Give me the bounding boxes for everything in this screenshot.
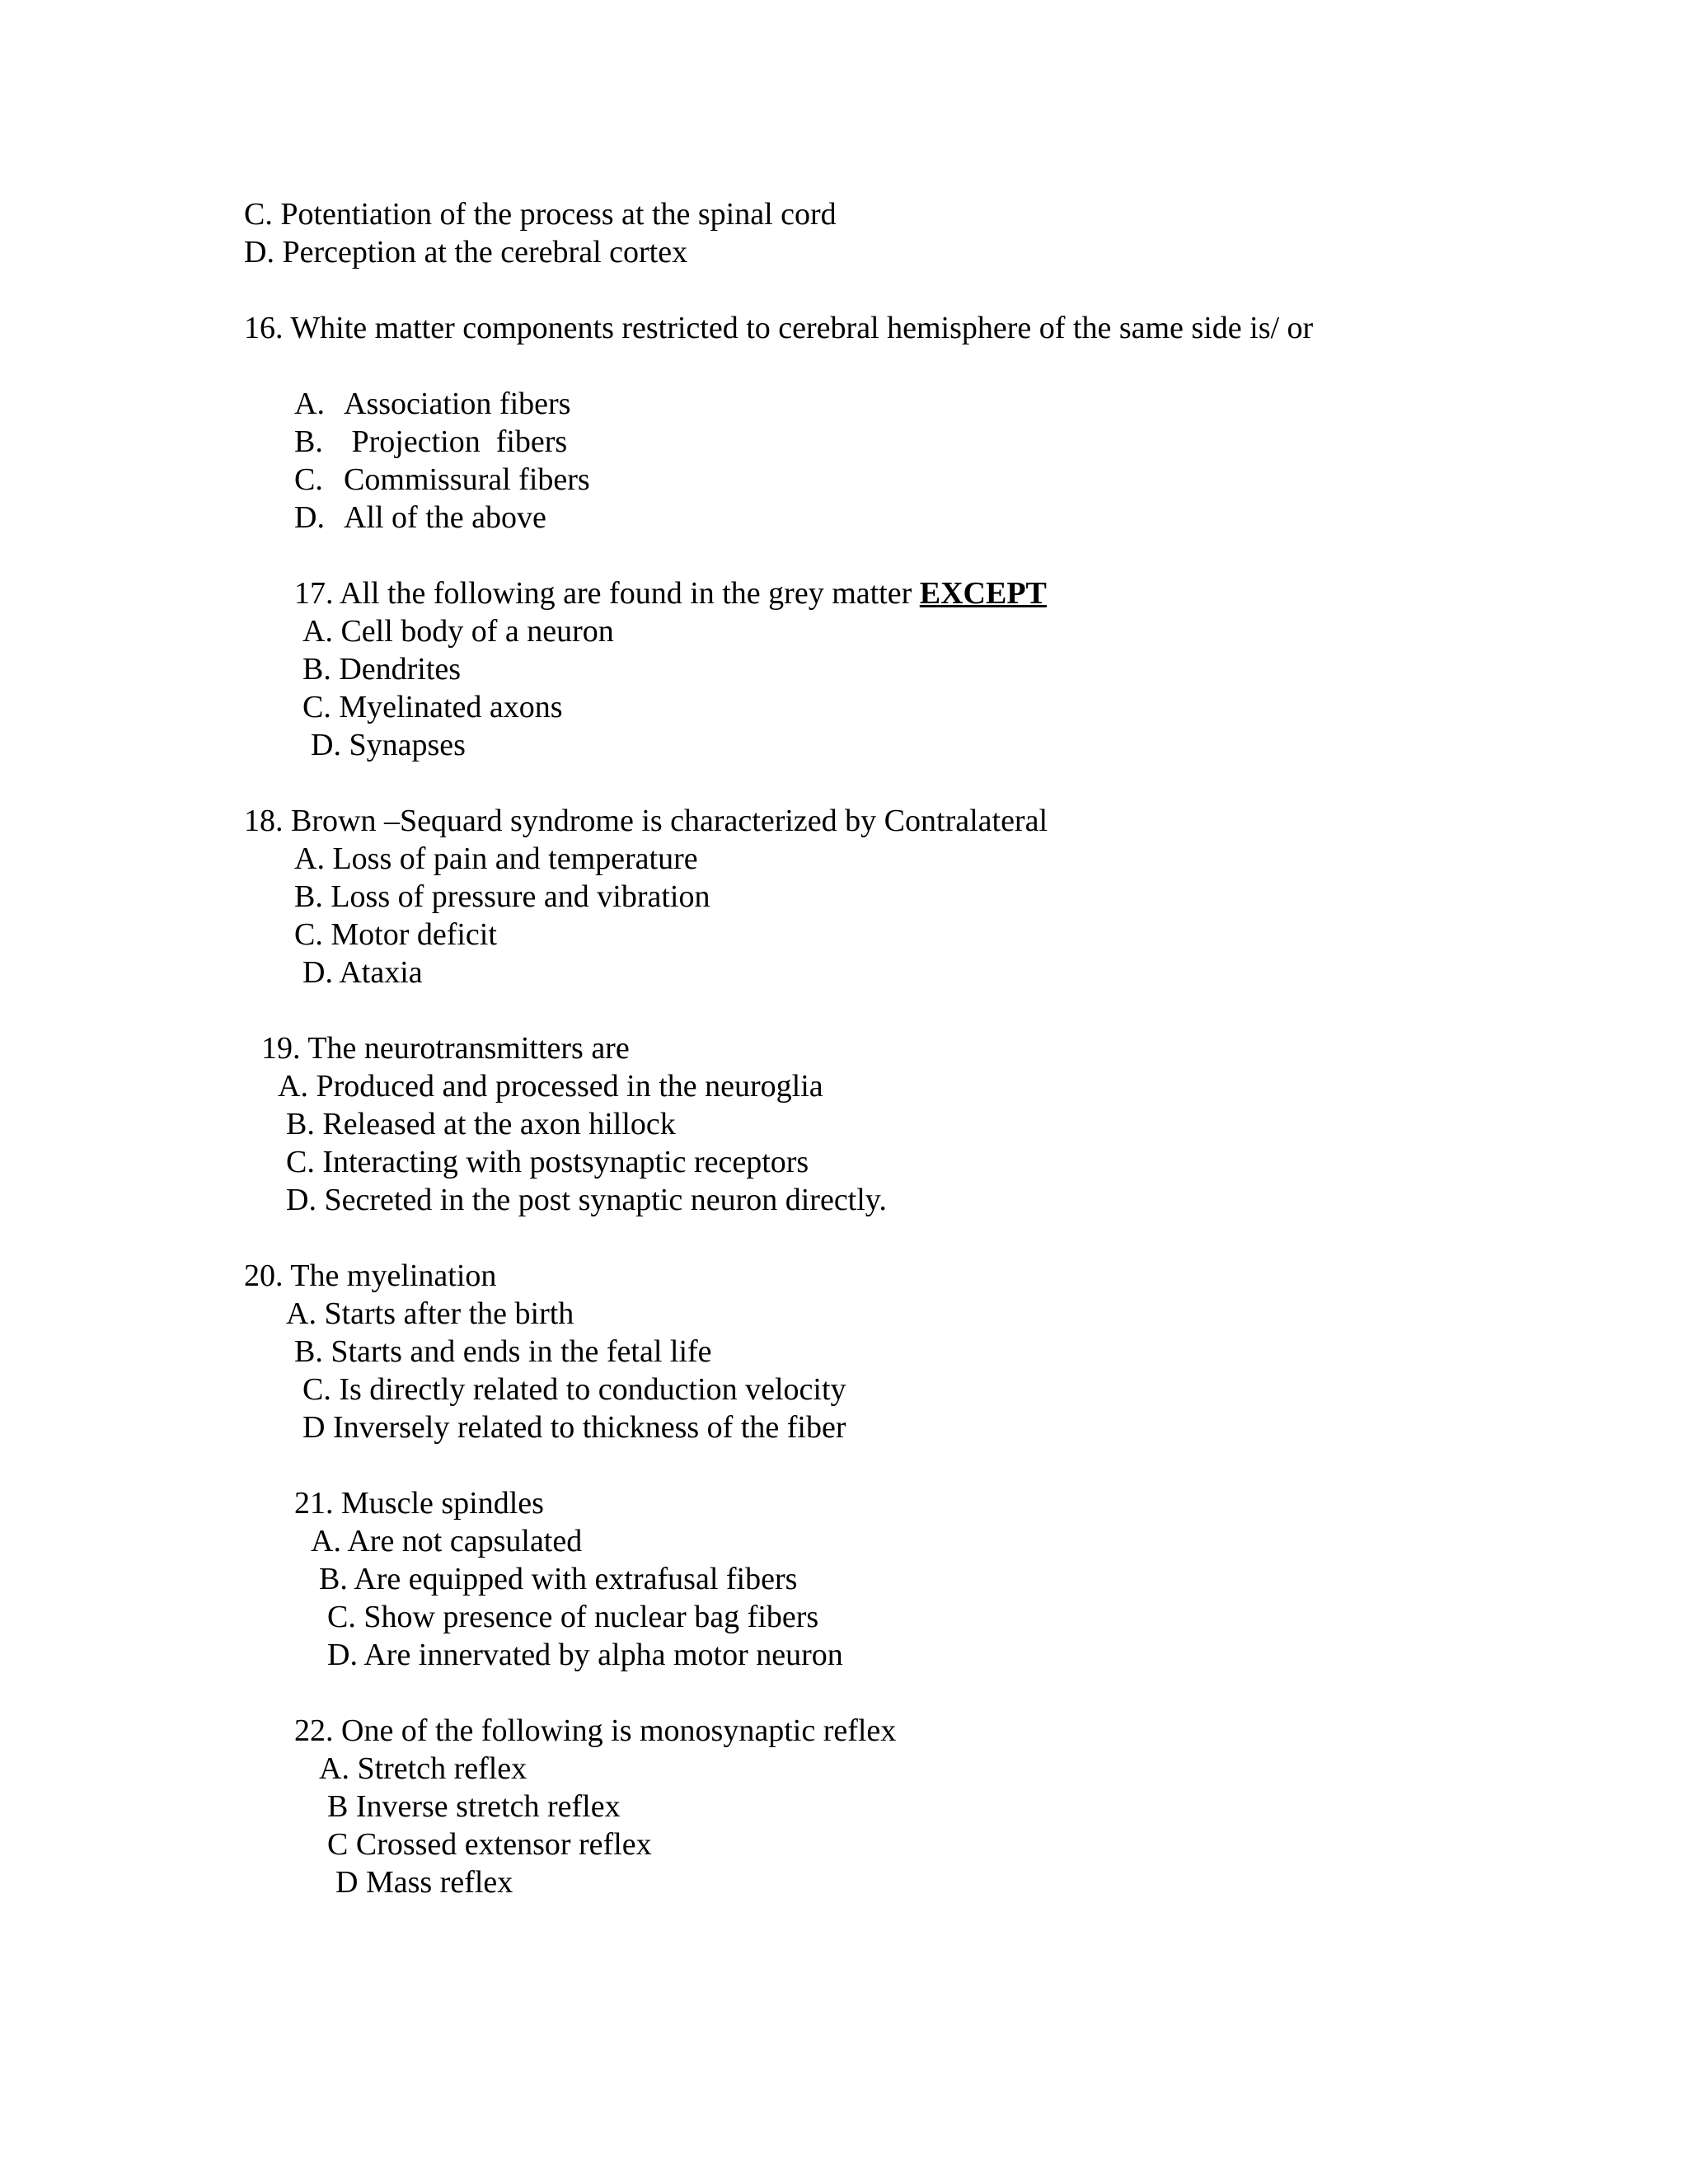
q19-option-d: D. Secreted in the post synaptic neuron directly. bbox=[286, 1183, 887, 1217]
q18-option-c: C. Motor deficit bbox=[294, 917, 497, 952]
q16-option-b-letter: B. bbox=[294, 424, 323, 459]
q17-except-emphasis: EXCEPT bbox=[919, 576, 1047, 611]
q16-option-c-text: Commissural fibers bbox=[344, 462, 590, 497]
q22-option-a: A. Stretch reflex bbox=[319, 1751, 528, 1786]
q17-stem-text: 17. All the following are found in the grey matter bbox=[294, 576, 920, 611]
q21-stem: 21. Muscle spindles bbox=[294, 1486, 544, 1521]
q20-option-c: C. Is directly related to conduction velocity bbox=[302, 1372, 846, 1407]
q16-stem: 16. White matter components restricted to cerebral hemisphere of the same side is/ or bbox=[244, 311, 1314, 345]
q21-option-b: B. Are equipped with extrafusal fibers bbox=[319, 1562, 798, 1596]
q20-option-a: A. Starts after the birth bbox=[286, 1296, 574, 1331]
q22-stem: 22. One of the following is monosynaptic reflex bbox=[294, 1713, 897, 1748]
q19-option-b: B. Released at the axon hillock bbox=[286, 1107, 676, 1141]
q16-option-d-letter: D. bbox=[294, 500, 325, 535]
q17-stem bbox=[294, 574, 1047, 612]
q19-option-a: A. Produced and processed in the neuroglia bbox=[278, 1069, 823, 1104]
q22-option-b: B Inverse stretch reflex bbox=[327, 1789, 621, 1824]
q16-option-d-text: All of the above bbox=[344, 500, 546, 535]
q17-option-d: D. Synapses bbox=[311, 728, 466, 762]
q16-option-a-text: Association fibers bbox=[344, 387, 571, 421]
q16-option-c-letter: C. bbox=[294, 462, 323, 497]
q20-stem: 20. The myelination bbox=[244, 1258, 497, 1293]
q17-option-a: A. Cell body of a neuron bbox=[302, 614, 614, 649]
q18-option-d: D. Ataxia bbox=[302, 955, 423, 990]
q17-option-c: C. Myelinated axons bbox=[302, 690, 563, 724]
q20-option-b: B. Starts and ends in the fetal life bbox=[294, 1334, 712, 1369]
q19-stem: 19. The neurotransmitters are bbox=[261, 1031, 630, 1066]
q22-option-c: C Crossed extensor reflex bbox=[327, 1827, 652, 1862]
q19-option-c: C. Interacting with postsynaptic receptors bbox=[286, 1145, 809, 1179]
q21-option-a: A. Are not capsulated bbox=[311, 1524, 583, 1558]
q22-option-d: D Mass reflex bbox=[335, 1865, 513, 1900]
q16-option-b-text: Projection fibers bbox=[344, 424, 568, 459]
q20-option-d: D Inversely related to thickness of the fiber bbox=[302, 1410, 846, 1445]
q21-option-c: C. Show presence of nuclear bag fibers bbox=[327, 1600, 819, 1634]
q16-option-a-letter: A. bbox=[294, 387, 325, 421]
q18-stem: 18. Brown –Sequard syndrome is characterized by Contralateral bbox=[244, 804, 1048, 838]
q17-option-b: B. Dendrites bbox=[302, 652, 462, 687]
q18-option-a: A. Loss of pain and temperature bbox=[294, 841, 698, 876]
q15-option-d: D. Perception at the cerebral cortex bbox=[244, 235, 688, 269]
q21-option-d: D. Are innervated by alpha motor neuron bbox=[327, 1638, 843, 1672]
q18-option-b: B. Loss of pressure and vibration bbox=[294, 879, 710, 914]
q15-option-c: C. Potentiation of the process at the spinal cord bbox=[244, 197, 837, 232]
